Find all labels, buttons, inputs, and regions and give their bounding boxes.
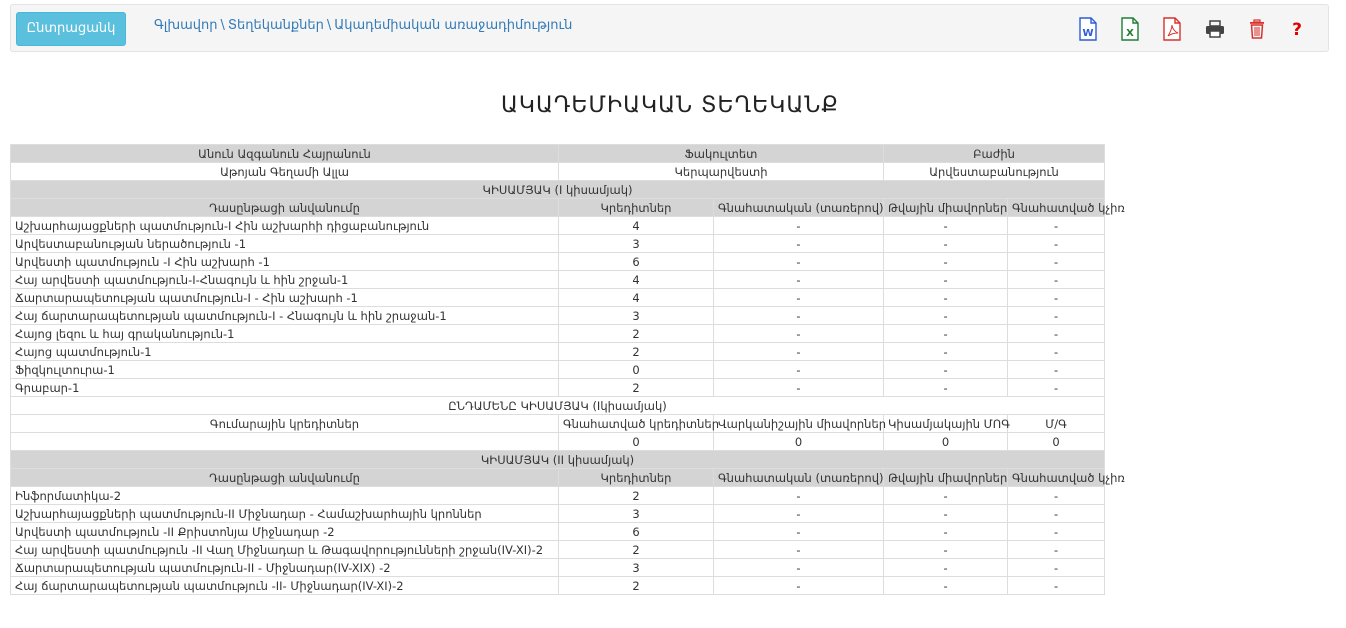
course-numeric-points: - bbox=[884, 271, 1008, 289]
course-weighted-grade: - bbox=[1008, 343, 1105, 361]
semester-title: ԿԻՍԱՄՅԱԿ (I կիսամյակ) bbox=[11, 181, 1105, 199]
course-name: Հայ արվեստի պատմություն -II Վաղ Միջնադար և Թագավորությունների շրջան(IV-XI)-2 bbox=[11, 541, 559, 559]
course-weighted-grade: - bbox=[1008, 325, 1105, 343]
breadcrumb-academic-progress[interactable]: Ակադեմիական առաջադիմություն bbox=[334, 18, 573, 33]
course-name: Արվեստաբանության ներածություն -1 bbox=[11, 235, 559, 253]
course-row bbox=[11, 253, 1105, 271]
course-weighted-grade: - bbox=[1008, 541, 1105, 559]
course-numeric-points: - bbox=[884, 487, 1008, 505]
course-numeric-points: - bbox=[884, 559, 1008, 577]
course-numeric-points: - bbox=[884, 361, 1008, 379]
course-row bbox=[11, 343, 1105, 361]
course-name: Աշխարհայացքների պատմություն-II Միջնադար - Համաշխարհային կրոններ bbox=[11, 505, 559, 523]
student-name-header: Անուն Ազգանուն Հայրանուն bbox=[11, 145, 559, 163]
course-weighted-grade: - bbox=[1008, 235, 1105, 253]
course-weighted-grade: - bbox=[1008, 505, 1105, 523]
student-name: Աթոյան Գեղամի Ալլա bbox=[11, 163, 559, 181]
course-numeric-points: - bbox=[884, 235, 1008, 253]
course-numeric-points: - bbox=[884, 325, 1008, 343]
course-row bbox=[11, 505, 1105, 523]
course-name: Ճարտարապետության պատմություն-I - Հին աշխարհ -1 bbox=[11, 289, 559, 307]
course-credits: 2 bbox=[559, 379, 714, 397]
course-credits: 6 bbox=[559, 253, 714, 271]
academic-report-table bbox=[10, 144, 1125, 595]
course-numeric-points: - bbox=[884, 253, 1008, 271]
course-weighted-grade: - bbox=[1008, 289, 1105, 307]
graded-credits-header: Գնահատված կրեդիտներ bbox=[559, 415, 714, 433]
course-letter-grade: - bbox=[714, 577, 884, 595]
weighted-grade-header: Գնահատված կչիռ bbox=[1008, 199, 1105, 217]
course-numeric-points: - bbox=[884, 577, 1008, 595]
course-name: Ինֆորմատիկա-2 bbox=[11, 487, 559, 505]
course-credits: 2 bbox=[559, 541, 714, 559]
course-row bbox=[11, 307, 1105, 325]
department-header: Բաժին bbox=[884, 145, 1105, 163]
faculty-name: Կերպարվեստի bbox=[559, 163, 884, 181]
svg-text:W: W bbox=[1082, 28, 1094, 39]
course-row bbox=[11, 487, 1105, 505]
semester-title-row bbox=[11, 181, 1105, 199]
course-numeric-points: - bbox=[884, 523, 1008, 541]
faculty-header: Ֆակուլտետ bbox=[559, 145, 884, 163]
course-row bbox=[11, 325, 1105, 343]
toolbar-icons bbox=[9, 17, 1328, 41]
breadcrumb-references[interactable]: Տեղեկանքներ bbox=[227, 18, 324, 33]
course-row bbox=[11, 289, 1105, 307]
rating-points-value: 0 bbox=[714, 433, 884, 451]
course-letter-grade: - bbox=[714, 361, 884, 379]
course-letter-grade: - bbox=[714, 343, 884, 361]
course-letter-grade: - bbox=[714, 271, 884, 289]
course-name-header: Դասընթացի անվանումը bbox=[11, 469, 559, 487]
letter-grade-header: Գնահատական (տառերով) bbox=[714, 469, 884, 487]
course-weighted-grade: - bbox=[1008, 523, 1105, 541]
course-letter-grade: - bbox=[714, 289, 884, 307]
course-row bbox=[11, 559, 1105, 577]
course-name: Ֆիզկուլտուրա-1 bbox=[11, 361, 559, 379]
student-info-row bbox=[11, 163, 1105, 181]
course-row bbox=[11, 235, 1105, 253]
course-name: Հայ ճարտարապետության պատմություն-I - Հնագույն և հին շրաջան-1 bbox=[11, 307, 559, 325]
course-name: Գրաբար-1 bbox=[11, 379, 559, 397]
course-name: Ճարտարապետության պատմություն-II - Միջնադար(IV-XIX) -2 bbox=[11, 559, 559, 577]
column-header-row bbox=[11, 469, 1105, 487]
course-credits: 2 bbox=[559, 577, 714, 595]
course-letter-grade: - bbox=[714, 325, 884, 343]
course-name: Արվեստի պատմություն -II Քրիստոնյա Միջնադար -2 bbox=[11, 523, 559, 541]
credits-header: Կրեդիտներ bbox=[559, 469, 714, 487]
course-credits: 2 bbox=[559, 325, 714, 343]
course-letter-grade: - bbox=[714, 379, 884, 397]
breadcrumb-separator: \ bbox=[326, 18, 332, 33]
course-name: Հայ արվեստի պատմություն-I-Հնագույն և հին շրջան-1 bbox=[11, 271, 559, 289]
numeric-points-header: Թվային միավորներ bbox=[884, 199, 1008, 217]
course-name: Հայ ճարտարապետության պատմություն -II- Միջնադար(IV-XI)-2 bbox=[11, 577, 559, 595]
course-credits: 6 bbox=[559, 523, 714, 541]
course-credits: 4 bbox=[559, 289, 714, 307]
course-credits: 3 bbox=[559, 505, 714, 523]
course-weighted-grade: - bbox=[1008, 559, 1105, 577]
summary-values-row bbox=[11, 433, 1105, 451]
m-g-value: 0 bbox=[1008, 433, 1105, 451]
menu-button[interactable]: Ընտրացանկ bbox=[16, 12, 126, 46]
m-g-header: Մ/Գ bbox=[1008, 415, 1105, 433]
course-letter-grade: - bbox=[714, 523, 884, 541]
course-row bbox=[11, 379, 1105, 397]
print-icon[interactable] bbox=[1204, 17, 1226, 41]
course-credits: 0 bbox=[559, 361, 714, 379]
course-weighted-grade: - bbox=[1008, 253, 1105, 271]
course-credits: 4 bbox=[559, 271, 714, 289]
course-letter-grade: - bbox=[714, 541, 884, 559]
breadcrumb-home[interactable]: Գլխավոր bbox=[154, 18, 218, 33]
svg-text:X: X bbox=[1126, 28, 1134, 39]
excel-icon[interactable] bbox=[1119, 17, 1141, 41]
letter-grade-header: Գնահատական (տառերով) bbox=[714, 199, 884, 217]
graded-credits-value: 0 bbox=[559, 433, 714, 451]
toolbar bbox=[10, 4, 1329, 52]
rating-points-header: Վարկանիշային միավորներ bbox=[714, 415, 884, 433]
word-icon[interactable] bbox=[1077, 17, 1099, 41]
course-weighted-grade: - bbox=[1008, 487, 1105, 505]
total-credits-value bbox=[11, 433, 559, 451]
course-letter-grade: - bbox=[714, 487, 884, 505]
course-row bbox=[11, 217, 1105, 235]
weighted-grade-header: Գնահատված կչիռ bbox=[1008, 469, 1105, 487]
course-weighted-grade: - bbox=[1008, 217, 1105, 235]
course-name: Աշխարհայացքների պատմություն-I Հին աշխարհի դիցաբանություն bbox=[11, 217, 559, 235]
column-header-row bbox=[11, 199, 1105, 217]
course-weighted-grade: - bbox=[1008, 379, 1105, 397]
course-letter-grade: - bbox=[714, 235, 884, 253]
course-row bbox=[11, 523, 1105, 541]
course-row bbox=[11, 271, 1105, 289]
course-name: Հայոց լեզու և հայ գրականություն-1 bbox=[11, 325, 559, 343]
course-numeric-points: - bbox=[884, 343, 1008, 361]
semester-title-row bbox=[11, 451, 1105, 469]
total-credits-header: Գումարային կրեդիտներ bbox=[11, 415, 559, 433]
course-numeric-points: - bbox=[884, 541, 1008, 559]
course-weighted-grade: - bbox=[1008, 361, 1105, 379]
course-row bbox=[11, 361, 1105, 379]
course-row bbox=[11, 541, 1105, 559]
pdf-icon[interactable] bbox=[1161, 17, 1183, 41]
course-name: Հայոց պատմություն-1 bbox=[11, 343, 559, 361]
department-name: Արվեստաբանություն bbox=[884, 163, 1105, 181]
course-numeric-points: - bbox=[884, 505, 1008, 523]
course-weighted-grade: - bbox=[1008, 307, 1105, 325]
course-credits: 2 bbox=[559, 487, 714, 505]
delete-icon[interactable] bbox=[1246, 17, 1268, 41]
course-weighted-grade: - bbox=[1008, 271, 1105, 289]
course-letter-grade: - bbox=[714, 559, 884, 577]
course-numeric-points: - bbox=[884, 307, 1008, 325]
course-credits: 4 bbox=[559, 217, 714, 235]
semester-gpa-header: Կիսամյակային ՄՈԳ bbox=[884, 415, 1008, 433]
course-numeric-points: - bbox=[884, 217, 1008, 235]
summary-title-row bbox=[11, 397, 1105, 415]
svg-text:?: ? bbox=[1292, 20, 1302, 40]
course-credits: 3 bbox=[559, 235, 714, 253]
course-numeric-points: - bbox=[884, 379, 1008, 397]
help-icon[interactable] bbox=[1286, 17, 1308, 41]
course-credits: 3 bbox=[559, 307, 714, 325]
semester-gpa-value: 0 bbox=[884, 433, 1008, 451]
course-row bbox=[11, 577, 1105, 595]
student-header-row bbox=[11, 145, 1105, 163]
course-name: Արվեստի պատմություն -I Հին աշխարհ -1 bbox=[11, 253, 559, 271]
page-title: ԱԿԱԴԵՄԻԱԿԱՆ ՏԵՂԵԿԱՆՔ bbox=[501, 93, 839, 118]
course-weighted-grade: - bbox=[1008, 577, 1105, 595]
semester-title: ԿԻՍԱՄՅԱԿ (II կիսամյակ) bbox=[11, 451, 1105, 469]
course-letter-grade: - bbox=[714, 217, 884, 235]
course-credits: 3 bbox=[559, 559, 714, 577]
course-name-header: Դասընթացի անվանումը bbox=[11, 199, 559, 217]
course-letter-grade: - bbox=[714, 505, 884, 523]
course-numeric-points: - bbox=[884, 289, 1008, 307]
numeric-points-header: Թվային միավորներ bbox=[884, 469, 1008, 487]
summary-header-row bbox=[11, 415, 1105, 433]
course-letter-grade: - bbox=[714, 307, 884, 325]
summary-title: ԸՆԴԱՄԵՆԸ ԿԻՍԱՄՅԱԿ (Iկիսամյակ) bbox=[11, 397, 1105, 415]
course-letter-grade: - bbox=[714, 253, 884, 271]
credits-header: Կրեդիտներ bbox=[559, 199, 714, 217]
course-credits: 2 bbox=[559, 343, 714, 361]
breadcrumb-separator: \ bbox=[220, 18, 225, 33]
